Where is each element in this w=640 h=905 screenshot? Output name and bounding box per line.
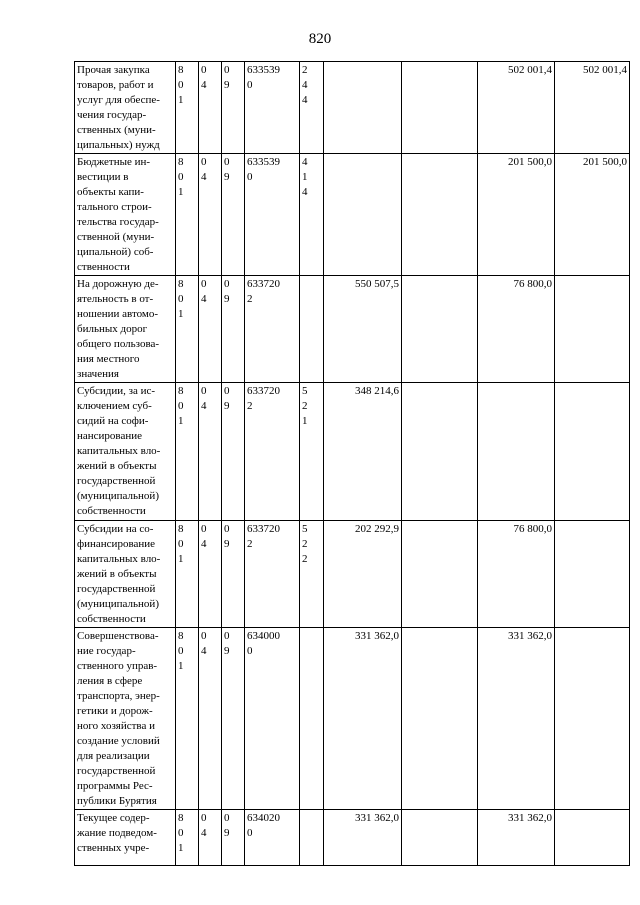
item-name-cell-line: чения государ-: [77, 109, 147, 121]
target-code-cell: [245, 62, 300, 154]
item-name-cell-line: для реализации: [77, 750, 150, 762]
ministry-code-cell-line: 0: [178, 827, 184, 839]
amount-cell-3: [478, 383, 555, 521]
target-code-cell-line: 633720: [247, 385, 280, 397]
item-name-cell-line: публики Бурятия: [77, 795, 157, 807]
amount-cell-1: [324, 154, 402, 276]
amount-cell-4: [555, 810, 630, 866]
target-code-cell-line: 634000: [247, 630, 280, 642]
ministry-code-cell: [176, 154, 199, 276]
subsection-code-cell-line: 0: [224, 278, 230, 290]
subsection-code-cell-line: 9: [224, 293, 230, 305]
amount-cell-1: [324, 62, 402, 154]
target-code-cell: [245, 521, 300, 628]
target-code-cell-line: 2: [247, 293, 253, 305]
item-name-cell-line: общего пользова-: [77, 338, 160, 350]
expense-type-cell-line: 2: [302, 400, 308, 412]
section-code-cell-line: 4: [201, 171, 207, 183]
item-name-cell-line: Текущее содер-: [77, 812, 150, 824]
ministry-code-cell: [176, 62, 199, 154]
target-code-cell: [245, 276, 300, 383]
amount-cell-3: 76 800,0: [478, 521, 555, 628]
item-name-cell: [75, 628, 176, 810]
item-name-cell-line: сидий на софи-: [77, 415, 149, 427]
section-code-cell-line: 4: [201, 827, 207, 839]
amount-cell-4: [555, 628, 630, 810]
item-name-cell-line: ственного управ-: [77, 660, 158, 672]
subsection-code-cell-line: 0: [224, 812, 230, 824]
item-name-cell-line: значения: [77, 368, 119, 380]
expense-type-cell-line: 2: [302, 538, 308, 550]
subsection-code-cell-line: 9: [224, 171, 230, 183]
section-code-cell-line: 0: [201, 278, 207, 290]
target-code-cell-line: 633720: [247, 523, 280, 535]
ministry-code-cell-line: 0: [178, 79, 184, 91]
amount-cell-4: [555, 276, 630, 383]
expense-type-cell: [300, 810, 324, 866]
ministry-code-cell-line: 8: [178, 523, 184, 535]
expense-type-cell-line: 5: [302, 385, 308, 397]
amount-cell-3: 201 500,0: [478, 154, 555, 276]
subsection-code-cell: [222, 628, 245, 810]
ministry-code-cell-line: 1: [178, 660, 184, 672]
amount-cell-2: [402, 62, 478, 154]
expense-type-cell-line: 1: [302, 171, 308, 183]
item-name-cell-line: ного хозяйства и: [77, 720, 156, 732]
item-name-cell-line: тельства государ-: [77, 216, 159, 228]
item-name-cell-line: Бюджетные ин-: [77, 156, 151, 168]
expense-type-cell-line: 5: [302, 523, 308, 535]
expense-type-cell: [300, 62, 324, 154]
amount-cell-4: 201 500,0: [555, 154, 630, 276]
target-code-cell-line: 2: [247, 400, 253, 412]
table-row: [75, 521, 630, 628]
subsection-code-cell-line: 0: [224, 64, 230, 76]
amount-cell-1: 202 292,9: [324, 521, 402, 628]
amount-cell-4: 502 001,4: [555, 62, 630, 154]
item-name-cell-line: объекты капи-: [77, 186, 144, 198]
section-code-cell: [199, 383, 222, 521]
section-code-cell: [199, 521, 222, 628]
subsection-code-cell-line: 9: [224, 538, 230, 550]
item-name-cell-line: ния местного: [77, 353, 140, 365]
target-code-cell-line: 0: [247, 645, 253, 657]
target-code-cell: [245, 383, 300, 521]
amount-cell-2: [402, 154, 478, 276]
amount-cell-1: 550 507,5: [324, 276, 402, 383]
item-name-cell-line: капитальных вло-: [77, 553, 161, 565]
item-name-cell-line: (муниципальной): [77, 490, 159, 502]
section-code-cell-line: 4: [201, 400, 207, 412]
subsection-code-cell-line: 0: [224, 385, 230, 397]
subsection-code-cell-line: 0: [224, 630, 230, 642]
target-code-cell-line: 0: [247, 79, 253, 91]
item-name-cell-line: ственной (муни-: [77, 231, 155, 243]
section-code-cell-line: 4: [201, 79, 207, 91]
amount-cell-3: 502 001,4: [478, 62, 555, 154]
amount-cell-3: 331 362,0: [478, 628, 555, 810]
target-code-cell: [245, 810, 300, 866]
ministry-code-cell-line: 0: [178, 538, 184, 550]
ministry-code-cell-line: 1: [178, 308, 184, 320]
ministry-code-cell: [176, 628, 199, 810]
ministry-code-cell-line: 0: [178, 293, 184, 305]
section-code-cell-line: 0: [201, 523, 207, 535]
item-name-cell-line: Совершенствова-: [77, 630, 159, 642]
item-name-cell: [75, 810, 176, 866]
table-row: [75, 628, 630, 810]
item-name-cell: [75, 62, 176, 154]
ministry-code-cell-line: 1: [178, 553, 184, 565]
item-name-cell: [75, 383, 176, 521]
item-name-cell-line: Субсидии на со-: [77, 523, 154, 535]
target-code-cell-line: 633539: [247, 156, 280, 168]
target-code-cell-line: 633720: [247, 278, 280, 290]
ministry-code-cell-line: 8: [178, 64, 184, 76]
ministry-code-cell-line: 1: [178, 415, 184, 427]
expense-type-cell: [300, 383, 324, 521]
target-code-cell: [245, 154, 300, 276]
item-name-cell-line: жание подведом-: [77, 827, 157, 839]
item-name-cell-line: ношении автомо-: [77, 308, 159, 320]
item-name-cell-line: товаров, работ и: [77, 79, 154, 91]
item-name-cell-line: ственных (муни-: [77, 124, 156, 136]
table-row: [75, 154, 630, 276]
subsection-code-cell-line: 0: [224, 156, 230, 168]
section-code-cell-line: 4: [201, 293, 207, 305]
ministry-code-cell-line: 1: [178, 94, 184, 106]
expense-type-cell-line: 4: [302, 156, 308, 168]
expense-type-cell: [300, 276, 324, 383]
ministry-code-cell-line: 0: [178, 645, 184, 657]
item-name-cell-line: гетики и дорож-: [77, 705, 153, 717]
amount-cell-2: [402, 628, 478, 810]
subsection-code-cell-line: 0: [224, 523, 230, 535]
item-name-cell-line: собственности: [77, 505, 146, 517]
table-row: [75, 383, 630, 521]
amount-cell-1: 331 362,0: [324, 628, 402, 810]
expense-type-cell-line: 4: [302, 186, 308, 198]
section-code-cell: [199, 62, 222, 154]
item-name-cell-line: собственности: [77, 613, 146, 625]
item-name-cell-line: Прочая закупка: [77, 64, 150, 76]
ministry-code-cell-line: 8: [178, 385, 184, 397]
section-code-cell: [199, 276, 222, 383]
item-name-cell-line: Субсидии, за ис-: [77, 385, 156, 397]
section-code-cell-line: 0: [201, 385, 207, 397]
section-code-cell-line: 0: [201, 64, 207, 76]
expense-type-cell: [300, 521, 324, 628]
budget-table: [74, 61, 630, 866]
target-code-cell-line: 0: [247, 171, 253, 183]
ministry-code-cell-line: 8: [178, 156, 184, 168]
section-code-cell-line: 0: [201, 630, 207, 642]
item-name-cell-line: услуг для обеспе-: [77, 94, 160, 106]
item-name-cell-line: ятельность в от-: [77, 293, 154, 305]
item-name-cell-line: создание условий: [77, 735, 160, 747]
table-row: [75, 62, 630, 154]
amount-cell-2: [402, 810, 478, 866]
subsection-code-cell: [222, 62, 245, 154]
item-name-cell-line: капитальных вло-: [77, 445, 161, 457]
item-name-cell-line: ления в сфере: [77, 675, 143, 687]
expense-type-cell: [300, 628, 324, 810]
amount-cell-4: [555, 383, 630, 521]
item-name-cell-line: программы Рес-: [77, 780, 153, 792]
expense-type-cell-line: 2: [302, 64, 308, 76]
item-name-cell-line: ципальной) соб-: [77, 246, 154, 258]
subsection-code-cell: [222, 154, 245, 276]
item-name-cell-line: жений в объекты: [77, 460, 157, 472]
item-name-cell: [75, 154, 176, 276]
ministry-code-cell-line: 8: [178, 278, 184, 290]
subsection-code-cell: [222, 810, 245, 866]
amount-cell-2: [402, 383, 478, 521]
item-name-cell-line: На дорожную де-: [77, 278, 159, 290]
item-name-cell-line: тального строи-: [77, 201, 152, 213]
section-code-cell-line: 4: [201, 538, 207, 550]
ministry-code-cell-line: 0: [178, 171, 184, 183]
amount-cell-2: [402, 276, 478, 383]
amount-cell-2: [402, 521, 478, 628]
expense-type-cell-line: 1: [302, 415, 308, 427]
expense-type-cell: [300, 154, 324, 276]
ministry-code-cell: [176, 521, 199, 628]
item-name-cell: [75, 276, 176, 383]
target-code-cell-line: 2: [247, 538, 253, 550]
amount-cell-4: [555, 521, 630, 628]
expense-type-cell-line: 2: [302, 553, 308, 565]
table-row: [75, 276, 630, 383]
item-name-cell-line: (муниципальной): [77, 598, 159, 610]
amount-cell-3: 76 800,0: [478, 276, 555, 383]
section-code-cell-line: 4: [201, 645, 207, 657]
item-name-cell-line: ственности: [77, 261, 130, 273]
section-code-cell: [199, 628, 222, 810]
subsection-code-cell-line: 9: [224, 645, 230, 657]
section-code-cell-line: 0: [201, 812, 207, 824]
subsection-code-cell-line: 9: [224, 827, 230, 839]
subsection-code-cell-line: 9: [224, 400, 230, 412]
item-name-cell: [75, 521, 176, 628]
target-code-cell-line: 634020: [247, 812, 280, 824]
expense-type-cell-line: 4: [302, 79, 308, 91]
ministry-code-cell-line: 8: [178, 630, 184, 642]
target-code-cell-line: 633539: [247, 64, 280, 76]
amount-cell-1: 331 362,0: [324, 810, 402, 866]
section-code-cell-line: 0: [201, 156, 207, 168]
table-body: [75, 62, 630, 866]
ministry-code-cell: [176, 383, 199, 521]
item-name-cell-line: вестиции в: [77, 171, 129, 183]
item-name-cell-line: ключением суб-: [77, 400, 152, 412]
item-name-cell-line: государственной: [77, 765, 156, 777]
item-name-cell-line: государственной: [77, 583, 156, 595]
item-name-cell-line: ние государ-: [77, 645, 136, 657]
ministry-code-cell-line: 0: [178, 400, 184, 412]
item-name-cell-line: бильных дорог: [77, 323, 148, 335]
amount-cell-3: 331 362,0: [478, 810, 555, 866]
target-code-cell: [245, 628, 300, 810]
subsection-code-cell: [222, 521, 245, 628]
ministry-code-cell: [176, 810, 199, 866]
item-name-cell-line: государственной: [77, 475, 156, 487]
table-row: [75, 810, 630, 866]
section-code-cell: [199, 154, 222, 276]
amount-cell-1: 348 214,6: [324, 383, 402, 521]
item-name-cell-line: ственных учре-: [77, 842, 150, 854]
item-name-cell-line: ципальных) нужд: [77, 139, 160, 151]
item-name-cell-line: транспорта, энер-: [77, 690, 160, 702]
section-code-cell: [199, 810, 222, 866]
item-name-cell-line: финансирование: [77, 538, 156, 550]
item-name-cell-line: нансирование: [77, 430, 143, 442]
ministry-code-cell-line: 1: [178, 842, 184, 854]
page-number: 820: [308, 31, 332, 47]
subsection-code-cell-line: 9: [224, 79, 230, 91]
subsection-code-cell: [222, 276, 245, 383]
item-name-cell-line: жений в объекты: [77, 568, 157, 580]
ministry-code-cell-line: 8: [178, 812, 184, 824]
ministry-code-cell-line: 1: [178, 186, 184, 198]
target-code-cell-line: 0: [247, 827, 253, 839]
expense-type-cell-line: 4: [302, 94, 308, 106]
ministry-code-cell: [176, 276, 199, 383]
subsection-code-cell: [222, 383, 245, 521]
